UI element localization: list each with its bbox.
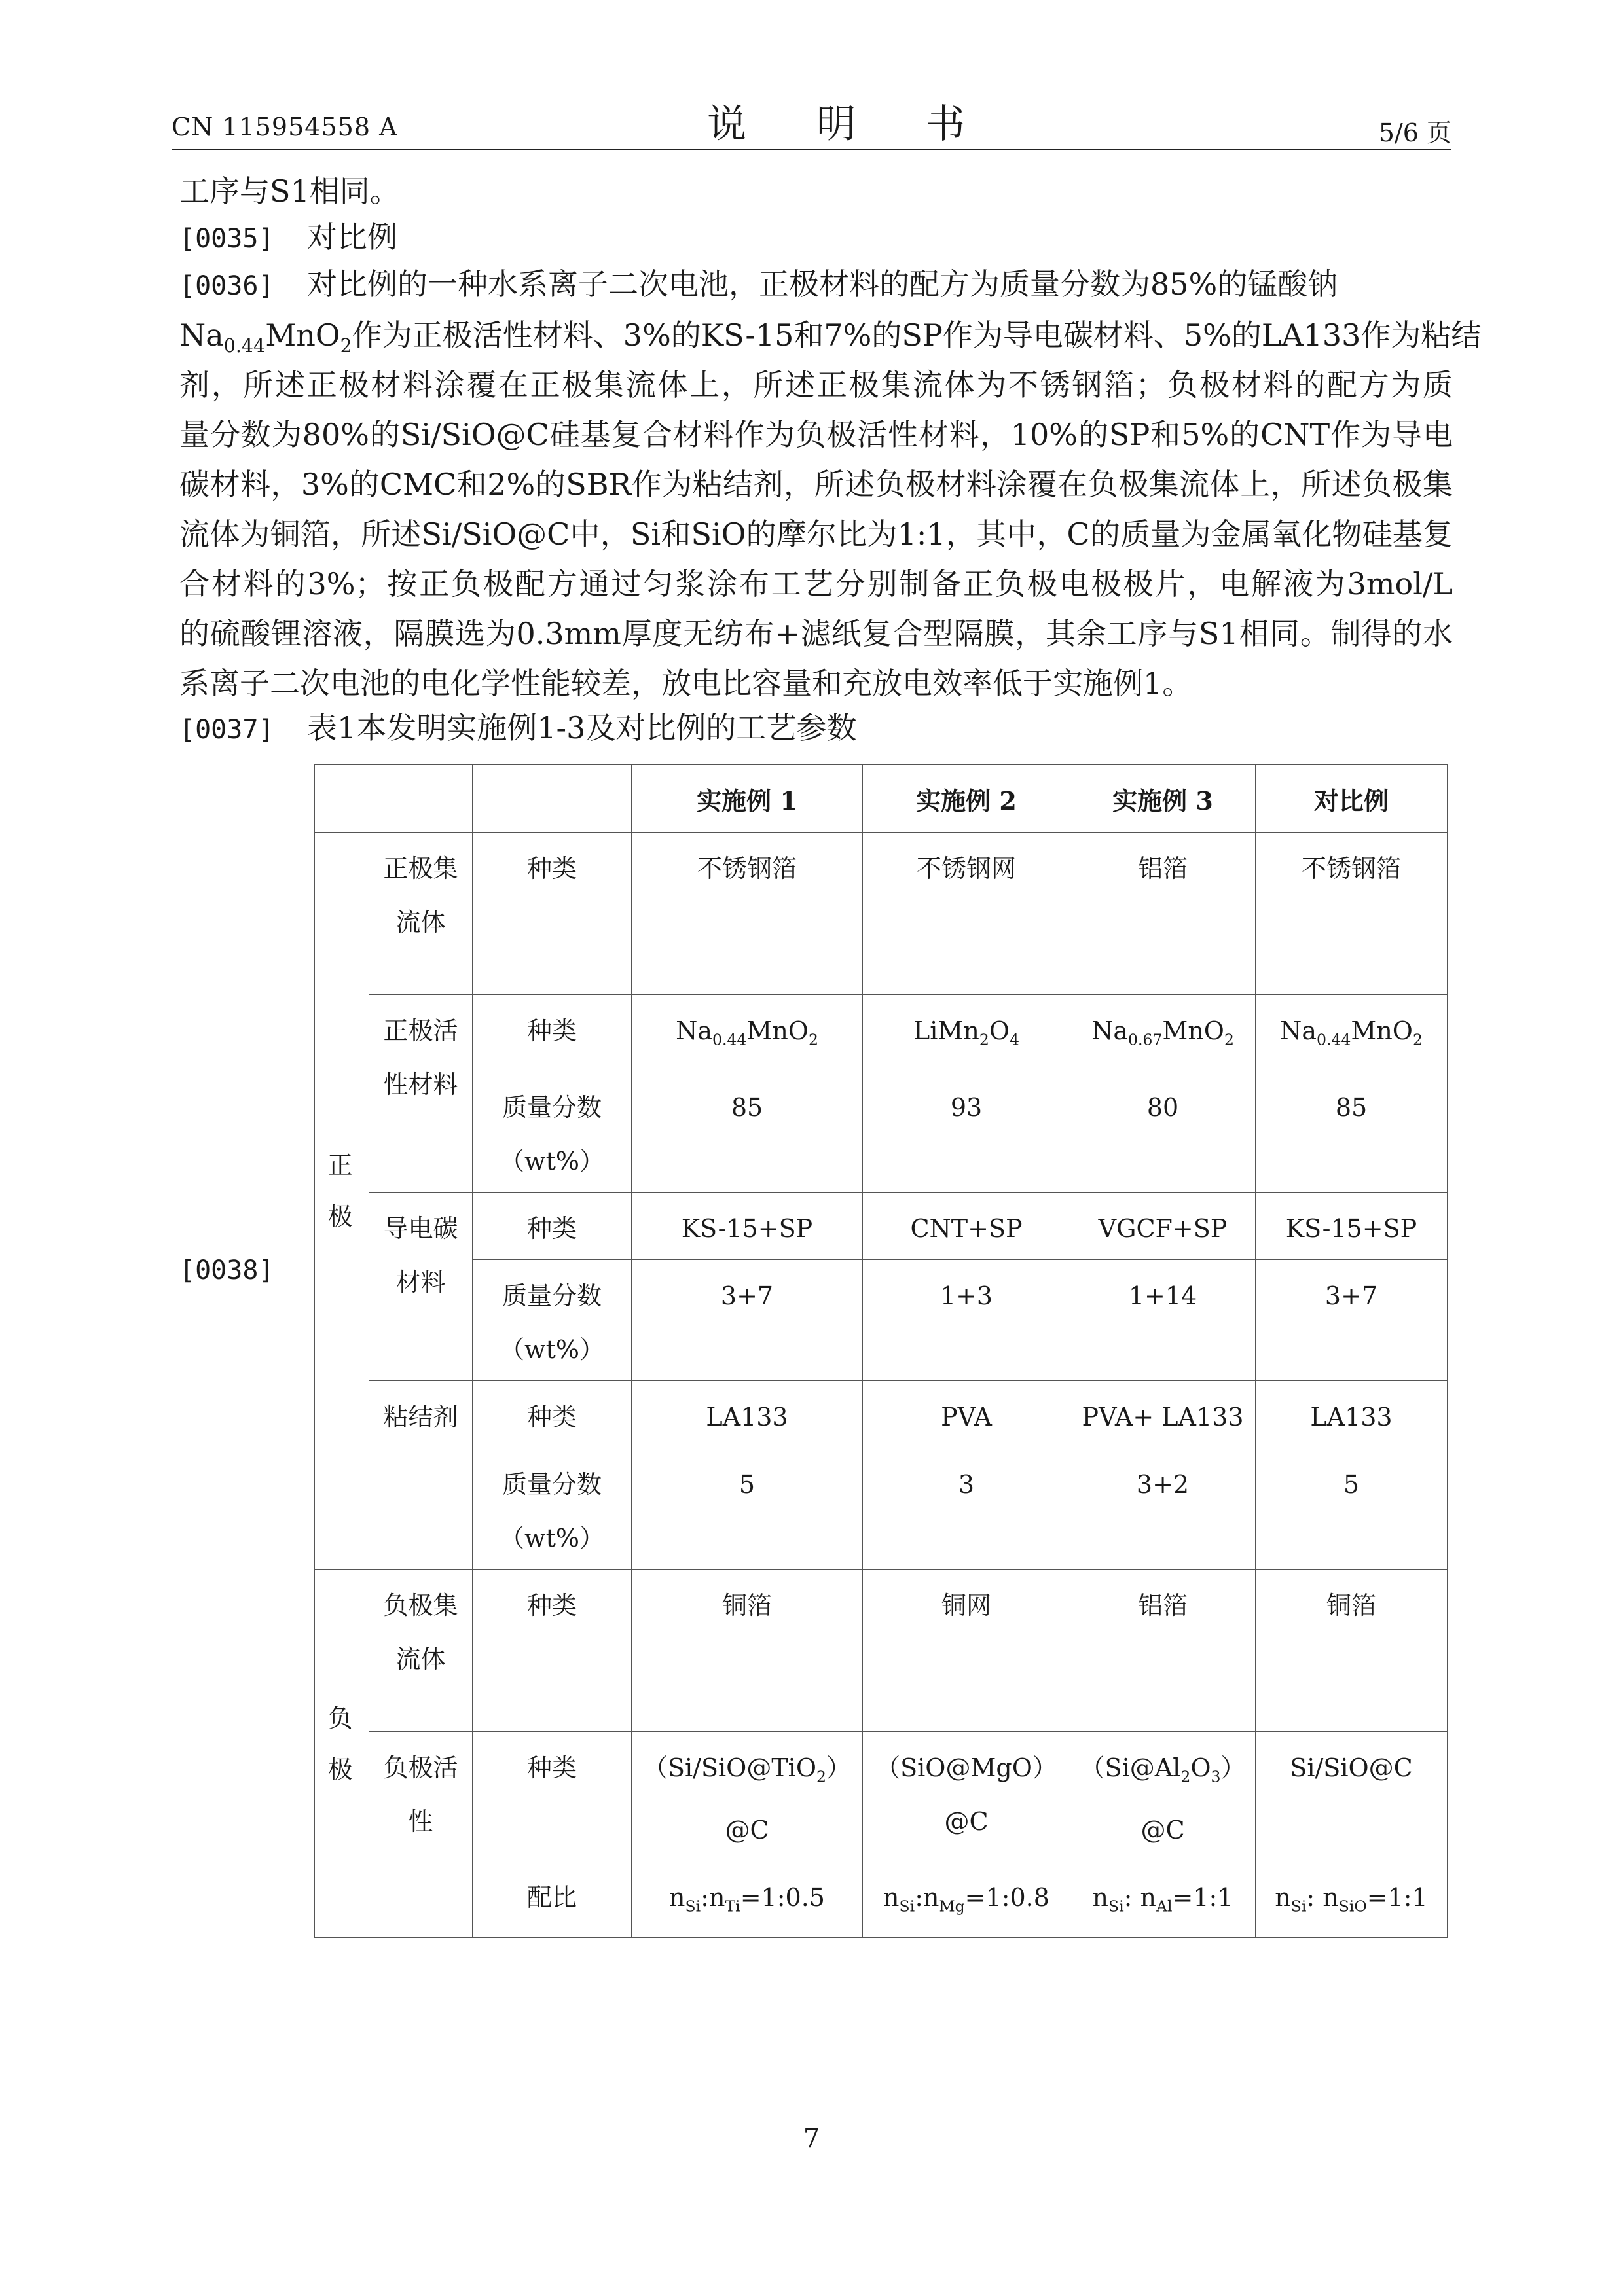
table-cell: $n_{Si}:n_{Mg}=1:0.8$ <box>863 1861 1070 1938</box>
param-label: 质量分数（wt%） <box>473 1259 632 1380</box>
table-cell: 1+14 <box>1070 1259 1256 1380</box>
table-cell: $n_{Si}$: $n_{SiO}=1:1$ <box>1256 1861 1448 1938</box>
group-label: 负极活性 <box>369 1731 473 1937</box>
table-cell: 1+3 <box>863 1259 1070 1380</box>
table-cell: Si/SiO@C <box>1256 1731 1448 1861</box>
column-header: 对比例 <box>1256 765 1448 833</box>
table-cell: 3+7 <box>1256 1259 1448 1380</box>
table-cell: PVA+ LA133 <box>1070 1380 1256 1448</box>
table-cell: $(Si@Al_2O_3)$ @C <box>1070 1731 1256 1861</box>
table-cell: $Na_{0.44}MnO_2$ <box>632 995 863 1071</box>
table-cell: 不锈钢网 <box>863 833 1070 995</box>
header-rule <box>172 149 1451 150</box>
para-0034-tail: 工序与S1相同。 <box>179 173 400 209</box>
param-label: 种类 <box>473 995 632 1071</box>
table-cell: $LiMn_2O_4$ <box>863 995 1070 1071</box>
param-label: 配比 <box>473 1861 632 1938</box>
table-cell: 3 <box>863 1448 1070 1569</box>
para-0036-line-6: 流体为铜箔，所述Si/SiO@C中，Si和SiO的摩尔比为1:1，其中，C的质量为金属氧化物硅基复 <box>179 516 1453 552</box>
table-cell: LA133 <box>632 1380 863 1448</box>
group-label: 正极活性材料 <box>369 995 473 1193</box>
para-0038-number: [0038] <box>179 1255 274 1285</box>
table-row <box>315 833 1448 995</box>
table-row <box>315 1192 1448 1259</box>
table-row <box>315 1861 1448 1938</box>
table-row <box>315 1071 1448 1192</box>
para-text: 对比例 <box>307 219 397 255</box>
table-cell: 85 <box>1256 1071 1448 1192</box>
table-cell: 不锈钢箔 <box>1256 833 1448 995</box>
para-0036-line-7: 合材料的3%；按正负极配方通过匀浆涂布工艺分别制备正负极电极极片，电解液为3mol/L <box>179 566 1453 601</box>
table-cell: $n_{Si}:n_{Ti}=1:0.5$ <box>632 1861 863 1938</box>
table-cell: $Na_{0.44}MnO_2$ <box>1256 995 1448 1071</box>
corner-cell <box>315 765 369 833</box>
table-row <box>315 1731 1448 1861</box>
group-label: 粘结剂 <box>369 1380 473 1569</box>
column-header: 实施例 2 <box>863 765 1070 833</box>
param-label: 质量分数（wt%） <box>473 1071 632 1192</box>
table-cell: （Si/SiO@TiO$_2$） @C <box>632 1731 863 1861</box>
table-cell: 93 <box>863 1071 1070 1192</box>
table-cell: 不锈钢箔 <box>632 833 863 995</box>
table-cell: 铜网 <box>863 1569 1070 1731</box>
para-0036-line-3: 剂，所述正极材料涂覆在正极集流体上，所述正极集流体为不锈钢箔；负极材料的配方为质 <box>179 367 1453 403</box>
table-cell: 85 <box>632 1071 863 1192</box>
table-cell: KS-15+SP <box>1256 1192 1448 1259</box>
group-label: 负极集流体 <box>369 1569 473 1731</box>
table-cell: $Na_{0.67}MnO_2$ <box>1070 995 1256 1071</box>
table-cell: LA133 <box>1256 1380 1448 1448</box>
document-number: CN 115954558 A <box>172 113 398 141</box>
table-cell: 5 <box>632 1448 863 1569</box>
param-label: 种类 <box>473 1380 632 1448</box>
section-label-positive: 正极 <box>315 833 369 1570</box>
column-header: 实施例 3 <box>1070 765 1256 833</box>
section-label-negative: 负极 <box>315 1569 369 1937</box>
param-label: 种类 <box>473 1192 632 1259</box>
table-cell: 铜箔 <box>632 1569 863 1731</box>
para-0036-line-8: 的硫酸锂溶液，隔膜选为0.3mm厚度无纺布+滤纸复合型隔膜，其余工序与S1相同。制得的水 <box>179 616 1453 651</box>
para-0036-line-5: 碳材料，3%的CMC和2%的SBR作为粘结剂，所述负极材料涂覆在负极集流体上，所述负极集 <box>179 467 1453 502</box>
param-label: 质量分数（wt%） <box>473 1448 632 1569</box>
table-cell: PVA <box>863 1380 1070 1448</box>
table-header-row <box>315 765 1448 833</box>
table-caption: 表1本发明实施例1-3及对比例的工艺参数 <box>307 710 857 745</box>
table-cell: CNT+SP <box>863 1192 1070 1259</box>
table-cell: （SiO@MgO） @C <box>863 1731 1070 1861</box>
table-cell: 5 <box>1256 1448 1448 1569</box>
para-number: [0035] <box>179 224 274 254</box>
para-0036-line-1 <box>179 264 1338 306</box>
para-text: 对比例的一种水系离子二次电池，正极材料的配方为质量分数为85%的锰酸钠 <box>307 266 1338 302</box>
table-row <box>315 1569 1448 1731</box>
table-row <box>315 1448 1448 1569</box>
table-row <box>315 995 1448 1071</box>
page-label: 5/6 页 <box>1378 118 1451 147</box>
para-number: [0036] <box>179 271 274 301</box>
table-row <box>315 1380 1448 1448</box>
table-cell: 80 <box>1070 1071 1256 1192</box>
para-0036-line-2: $Na_{0.44}MnO_2$作为正极活性材料、3%的KS-15和7%的SP作为导电碳材料、5%的LA133作为粘结 <box>179 317 1482 357</box>
param-label: 种类 <box>473 833 632 995</box>
param-label: 种类 <box>473 1569 632 1731</box>
table-cell: 铜箔 <box>1256 1569 1448 1731</box>
column-header: 实施例 1 <box>632 765 863 833</box>
page-title: 说 明 书 <box>707 101 994 147</box>
table-row <box>315 1259 1448 1380</box>
para-number: [0037] <box>179 715 274 745</box>
table-cell: VGCF+SP <box>1070 1192 1256 1259</box>
param-label: 种类 <box>473 1731 632 1861</box>
para-0035 <box>179 217 397 259</box>
table-cell: 3+2 <box>1070 1448 1256 1569</box>
process-parameter-table <box>314 764 1448 1938</box>
group-label: 正极集流体 <box>369 833 473 995</box>
para-0036-line-4: 量分数为80%的Si/SiO@C硅基复合材料作为负极活性材料，10%的SP和5%的CNT作为导电 <box>179 417 1453 452</box>
table-cell: 3+7 <box>632 1259 863 1380</box>
table-cell: 铝箔 <box>1070 833 1256 995</box>
table-cell: $n_{Si}$: $n_{Al}=1:1$ <box>1070 1861 1256 1938</box>
table-cell: KS-15+SP <box>632 1192 863 1259</box>
group-label: 导电碳材料 <box>369 1192 473 1380</box>
para-0037 <box>179 708 856 749</box>
para-0036-line-9: 系离子二次电池的电化学性能较差，放电比容量和充放电效率低于实施例1。 <box>179 666 1193 701</box>
table-cell: 铝箔 <box>1070 1569 1256 1731</box>
corner-cell <box>473 765 632 833</box>
page-number: 7 <box>803 2124 820 2154</box>
corner-cell <box>369 765 473 833</box>
